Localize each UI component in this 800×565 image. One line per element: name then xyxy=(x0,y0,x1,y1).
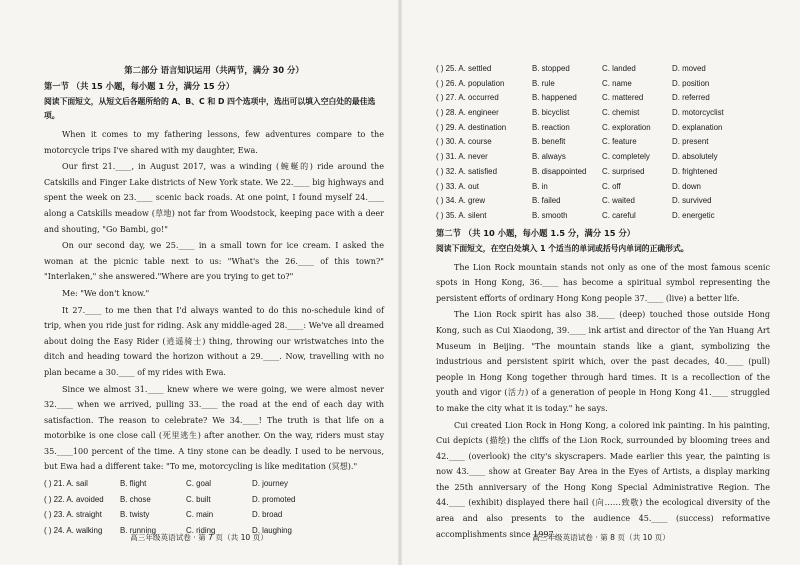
option-c[interactable]: C. landed xyxy=(602,64,636,73)
option-question[interactable]: ( ) 21. A. sail xyxy=(44,479,88,489)
option-row xyxy=(44,492,384,508)
option-question[interactable]: ( ) 31. A. never xyxy=(436,152,488,162)
option-d[interactable]: D. absolutely xyxy=(672,152,718,162)
left-options xyxy=(44,476,384,538)
option-b[interactable]: B. stopped xyxy=(532,64,570,73)
option-c[interactable]: C. exploration xyxy=(602,122,651,132)
right-page xyxy=(402,0,800,565)
passage-paragraph: It 27.____ to me then that I'd always wanted to do this no-schedule kind of trip, when you ride just for riding. Ask any middle-aged 28.____: We've all dreamed about doing the Easy Rider (逍遥骑士) thing, throwing our wristwatches into the ditch and heading toward the horizon without a 29.____. Now, travelling with no plan became a 30.____ of my rides with Ewa. xyxy=(44,305,384,377)
option-row xyxy=(44,476,384,492)
option-question[interactable]: ( ) 32. A. satisfied xyxy=(436,166,497,176)
option-b[interactable]: B. flight xyxy=(120,479,147,489)
option-row xyxy=(436,121,770,136)
option-d[interactable]: D. explanation xyxy=(672,122,723,132)
option-b[interactable]: B. failed xyxy=(532,196,561,206)
option-d[interactable]: D. laughing xyxy=(252,525,292,535)
option-row xyxy=(436,165,770,180)
option-d[interactable]: D. motorcyclist xyxy=(672,108,724,118)
option-row xyxy=(436,62,770,77)
option-row xyxy=(436,194,770,209)
option-question[interactable]: ( ) 29. A. destination xyxy=(436,122,507,132)
option-d[interactable]: D. position xyxy=(672,78,710,88)
option-row xyxy=(436,209,770,224)
option-row xyxy=(436,77,770,92)
passage-paragraph: Since we almost 31.____ knew where we were going, we were almost never 32.____ when we arrived, pulling 33.____ the road at the end of each day with satisfaction. The reason to celebrate? We 34.____! The truth is that life on a motorbike is one close call (死里逃生) after another. On the way, riders must stay 35.____100 percent of the time. A tiny stone can be deadly. I used to be nervous, but Ewa had a different take: "To me, motorcycling is like meditation (冥想)." xyxy=(44,384,384,472)
option-d[interactable]: D. referred xyxy=(672,93,710,103)
passage-paragraph: Me: "We don't know." xyxy=(62,288,150,298)
option-row xyxy=(436,106,770,121)
option-b[interactable]: B. reaction xyxy=(532,122,570,132)
option-question[interactable]: ( ) 25. A. settled xyxy=(436,64,492,73)
option-c[interactable]: C. waited xyxy=(602,196,635,206)
option-b[interactable]: B. bicyclist xyxy=(532,108,570,118)
option-row xyxy=(436,180,770,195)
option-d[interactable]: D. frightened xyxy=(672,166,718,176)
option-c[interactable]: C. built xyxy=(186,494,211,504)
part-heading: 第二部分 语言知识运用（共两节，满分 30 分） xyxy=(124,65,304,75)
option-row xyxy=(436,91,770,106)
section1-instruction: 阅读下面短文，从短文后各题所给的 A、B、C 和 D 四个选项中，选出可以填入空白处的最佳选项。 xyxy=(44,97,376,120)
option-c[interactable]: C. off xyxy=(602,181,621,191)
passage-paragraph: Cui created Lion Rock in Hong Kong, a colored ink painting. In his painting, Cui depicts (描绘) the cliffs of the Lion Rock, surrounded by blooming trees and 42.____ (overlook) the city's skyscrapers. Made earlier this year, the painting is now 43.____ show at Greater Bay Area in the Eyes of Artists, a display marking the 25th anniversary of the Hong Kong Special Administrative Region. The 44.____ (exhibit) displayed there hail (向……致敬) the ecological diversity of the area and also presents to the audience 45.____ (success) reformative accomplishments since 1997. xyxy=(436,420,770,539)
option-question[interactable]: ( ) 23. A. straight xyxy=(44,510,102,520)
option-c[interactable]: C. main xyxy=(186,510,214,520)
option-d[interactable]: D. promoted xyxy=(252,494,296,504)
option-d[interactable]: D. energetic xyxy=(672,210,715,220)
option-b[interactable]: B. always xyxy=(532,152,566,162)
option-b[interactable]: B. in xyxy=(532,181,548,191)
option-c[interactable]: C. name xyxy=(602,78,632,88)
passage-paragraph: Our first 21.____, in August 2017, was a winding (蜿蜒的) ride around the Catskills and Finger Lake districts of New York state. We 22.____ big highways and spent the week on 23.____ scenic back roads. At one point, I found myself 24.____ along a Catskills meadow (草地) not far from Woodstock, keeping pace with a deer and shouting, "Go Bambi, go!" xyxy=(44,162,384,234)
section2-title: 第二节 （共 10 小题，每小题 1.5 分，满分 15 分） xyxy=(436,227,636,238)
option-question[interactable]: ( ) 34. A. grew xyxy=(436,196,486,206)
section2-instruction: 阅读下面短文，在空白处填入 1 个适当的单词或括号内单词的正确形式。 xyxy=(436,243,689,253)
option-d[interactable]: D. survived xyxy=(672,196,712,206)
option-d[interactable]: D. down xyxy=(672,181,701,191)
option-c[interactable]: C. careful xyxy=(602,210,636,220)
option-question[interactable]: ( ) 35. A. silent xyxy=(436,210,487,220)
option-d[interactable]: D. moved xyxy=(672,64,706,73)
option-row xyxy=(44,507,384,523)
option-row xyxy=(436,150,770,165)
option-b[interactable]: B. smooth xyxy=(532,210,568,220)
right-options xyxy=(436,62,770,224)
right-page-footer: 高三年级英语试卷 · 第 8 页（共 10 页） xyxy=(532,533,670,542)
option-question[interactable]: ( ) 26. A. population xyxy=(436,78,505,88)
option-question[interactable]: ( ) 30. A. course xyxy=(436,137,492,147)
passage-paragraph: When it comes to my fathering lessons, few adventures compare to the motorcycle trips I've shared with my daughter, Ewa. xyxy=(44,130,384,155)
passage-paragraph: The Lion Rock spirit has also 38.____ (deep) touched those outside Hong Kong, such as Cui Xiaodong, 39.____ ink artist and director of the Yan Huang Art Museum in Beijing. "The mountain stands like a giant, symbolizing the industrious and persistent spirit which, over the past decades, 40.____ (pull) people in Hong Kong together through hard times. It is a recollection of the youth and vigor (活力) of a generation of people in Hong Kong 41.____ struggled to make the city what it is today." he says. xyxy=(436,310,770,413)
option-c[interactable]: C. surprised xyxy=(602,166,645,176)
option-c[interactable]: C. feature xyxy=(602,137,637,147)
option-c[interactable]: C. chemist xyxy=(602,108,640,118)
option-b[interactable]: B. rule xyxy=(532,78,555,88)
option-d[interactable]: D. broad xyxy=(252,510,283,520)
option-c[interactable]: C. goal xyxy=(186,479,212,489)
option-c[interactable]: C. completely xyxy=(602,152,650,162)
option-b[interactable]: B. happened xyxy=(532,93,577,103)
section1-title: 第一节 （共 15 小题，每小题 1 分，满分 15 分） xyxy=(44,81,235,91)
option-question[interactable]: ( ) 27. A. occurred xyxy=(436,93,499,103)
option-c[interactable]: C. mattered xyxy=(602,93,644,103)
option-question[interactable]: ( ) 22. A. avoided xyxy=(44,494,104,504)
option-b[interactable]: B. disappointed xyxy=(532,166,587,176)
option-d[interactable]: D. journey xyxy=(252,479,288,489)
left-page-footer: 高三年级英语试卷 · 第 7 页（共 10 页） xyxy=(130,533,268,542)
option-question[interactable]: ( ) 28. A. engineer xyxy=(436,108,499,118)
option-question[interactable]: ( ) 24. A. walking xyxy=(44,525,103,535)
option-question[interactable]: ( ) 33. A. out xyxy=(436,181,479,191)
option-row xyxy=(436,135,770,150)
option-b[interactable]: B. twisty xyxy=(120,510,150,520)
left-page xyxy=(0,0,398,565)
option-b[interactable]: B. running xyxy=(120,525,156,535)
option-d[interactable]: D. present xyxy=(672,137,709,147)
passage-paragraph: The Lion Rock mountain stands not only as one of the most famous scenic spots in Hong Kong, 36.____ has become a spiritual symbol representing the persistent efforts of ordinary Hong Kong people 37.____ (live) a better life. xyxy=(436,262,770,303)
passage-paragraph: On our second day, we 25.____ in a small town for ice cream. I asked the woman at the picnic table next to us: "What's the 26.____ of this town?" "Interlaken," she answered."Where are you trying to get to?" xyxy=(44,241,384,282)
option-c[interactable]: C. riding xyxy=(186,525,216,535)
option-b[interactable]: B. chose xyxy=(120,494,151,504)
option-b[interactable]: B. benefit xyxy=(532,137,566,147)
